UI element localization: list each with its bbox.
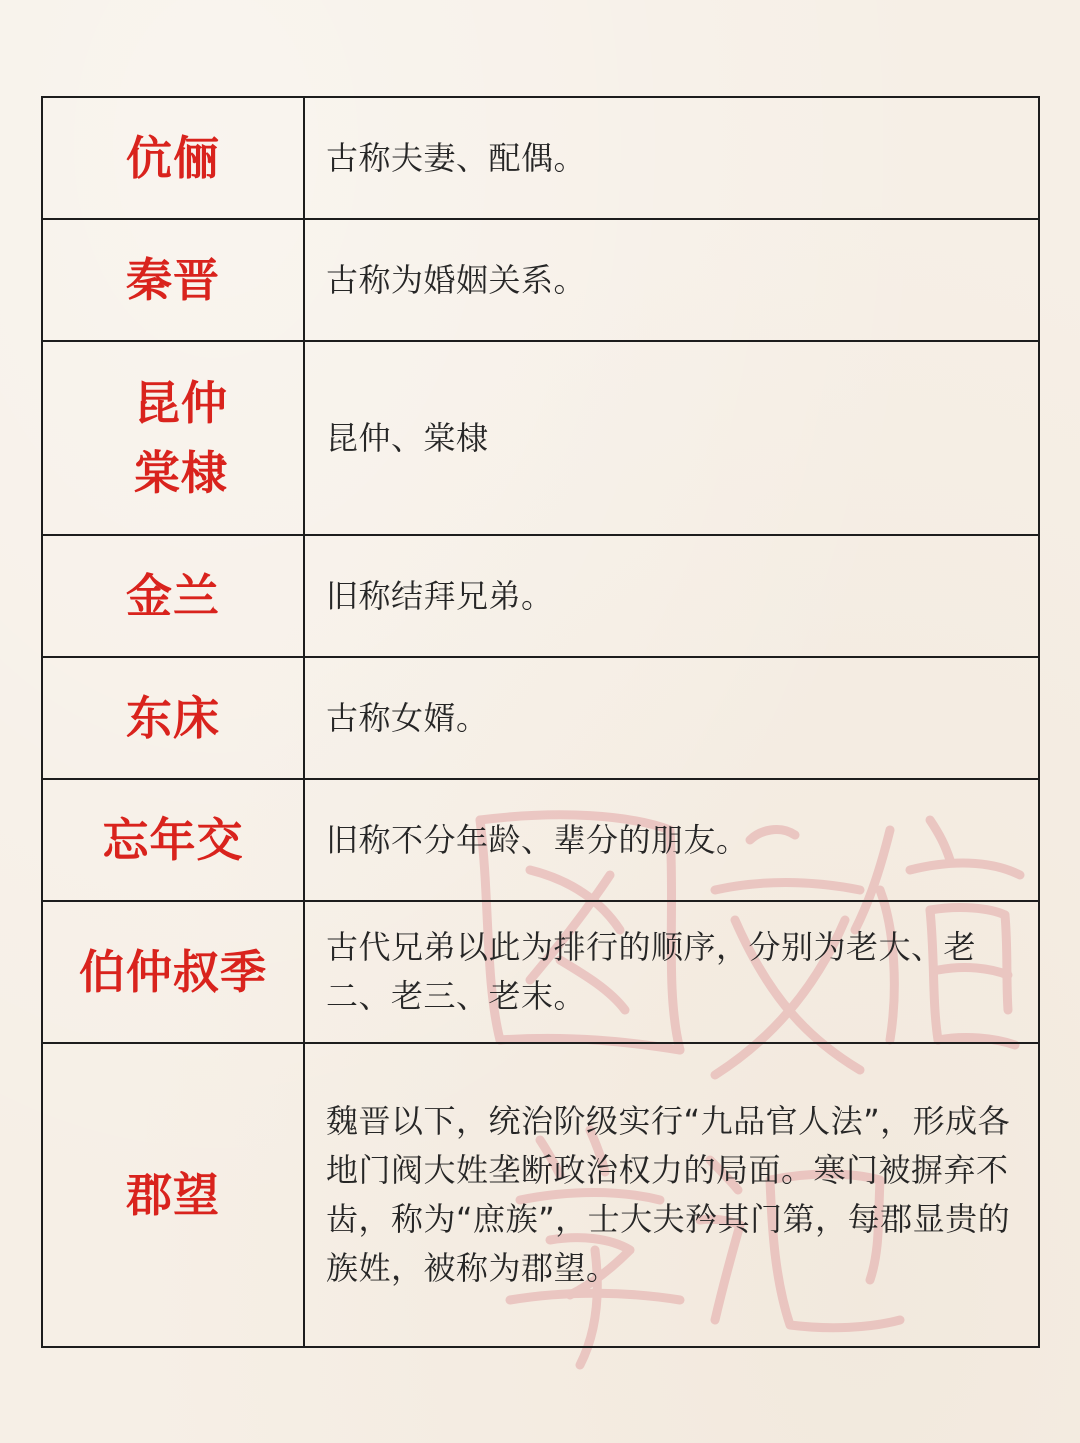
term-cell [42,219,304,341]
term-label: 忘年交 [102,813,244,867]
term-label: 秦晋 [126,253,220,307]
table-row [42,779,1039,901]
term-label-line: 昆仲 [134,375,228,430]
term-cell [42,535,304,657]
table-row [42,535,1039,657]
definition-cell: 古称夫妻、配偶。 [304,97,1039,219]
term-label: 伯仲叔季 [79,945,267,999]
definition-cell: 古称女婿。 [304,657,1039,779]
term-cell [42,779,304,901]
term-cell [42,1043,304,1347]
definition-cell: 旧称结拜兄弟。 [304,535,1039,657]
definition-cell: 魏晋以下，统治阶级实行“九品官人法”，形成各地门阀大姓垄断政治权力的局面。寒门被摒弃不齿，称为“庶族”，士大夫矜其门第，每郡显贵的族姓，被称为郡望。 [304,1043,1039,1347]
definition-cell: 古代兄弟以此为排行的顺序，分别为老大、老二、老三、老末。 [304,901,1039,1043]
definition-cell: 古称为婚姻关系。 [304,219,1039,341]
definition-cell: 昆仲、棠棣 [304,341,1039,535]
term-cell [42,901,304,1043]
term-label: 东床 [126,691,220,745]
term-label-line: 棠棣 [134,445,228,500]
term-label: 金兰 [126,569,220,623]
table-row [42,1043,1039,1347]
term-cell [42,657,304,779]
term-label: 郡望 [126,1168,220,1222]
term-cell [42,97,304,219]
table-row [42,97,1039,219]
table-row [42,341,1039,535]
table-row [42,657,1039,779]
terms-table [41,96,1040,1348]
table-row [42,901,1039,1043]
table-row [42,219,1039,341]
term-cell [42,341,304,535]
term-label: 伉俪 [126,131,220,185]
term-label-stacked [134,368,228,508]
definition-cell: 旧称不分年龄、辈分的朋友。 [304,779,1039,901]
